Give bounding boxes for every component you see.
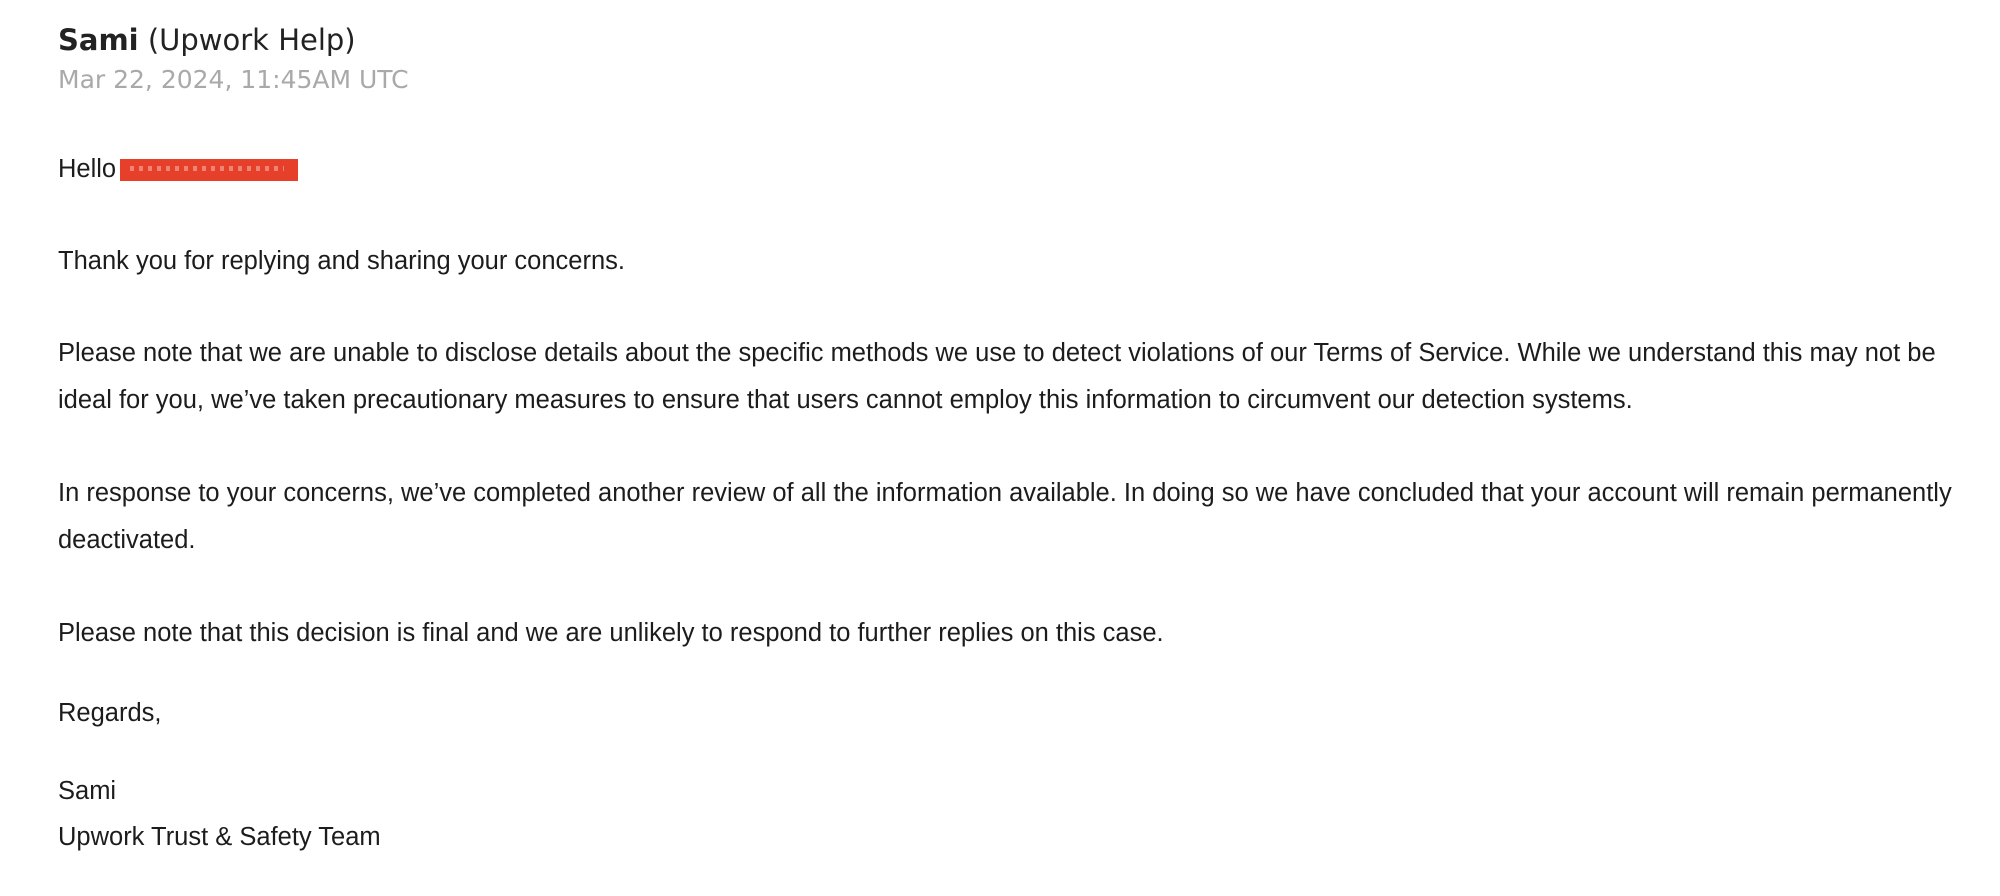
email-message bbox=[58, 18, 1958, 851]
body-paragraph-3: In response to your concerns, we’ve completed another review of all the information available. In doing so we have concluded that your account will remain permanently deactivated. bbox=[58, 479, 1952, 554]
sender-name[interactable]: Sami bbox=[58, 23, 139, 57]
sender-header bbox=[58, 18, 1958, 62]
body-paragraph-1: Thank you for replying and sharing your concerns. bbox=[58, 247, 625, 275]
body-paragraph-2: Please note that we are unable to disclose details about the specific methods we use to detect violations of our Terms of Service. While we understand this may not be ideal for you, we’ve taken precautionary measures to ensure that users cannot employ this information to circumvent our detection systems. bbox=[58, 339, 1936, 414]
signature-team: Upwork Trust & Safety Team bbox=[58, 823, 381, 851]
redacted-recipient-name bbox=[120, 159, 298, 181]
greeting-line bbox=[58, 146, 298, 193]
message-timestamp: Mar 22, 2024, 11:45AM UTC bbox=[58, 65, 409, 94]
closing-text: Regards, bbox=[58, 699, 162, 727]
signature-name: Sami bbox=[58, 777, 117, 805]
greeting-text: Hello bbox=[58, 155, 117, 183]
body-paragraph-4: Please note that this decision is final and we are unlikely to respond to further replies on this case. bbox=[58, 619, 1164, 647]
sender-org: (Upwork Help) bbox=[147, 23, 356, 57]
